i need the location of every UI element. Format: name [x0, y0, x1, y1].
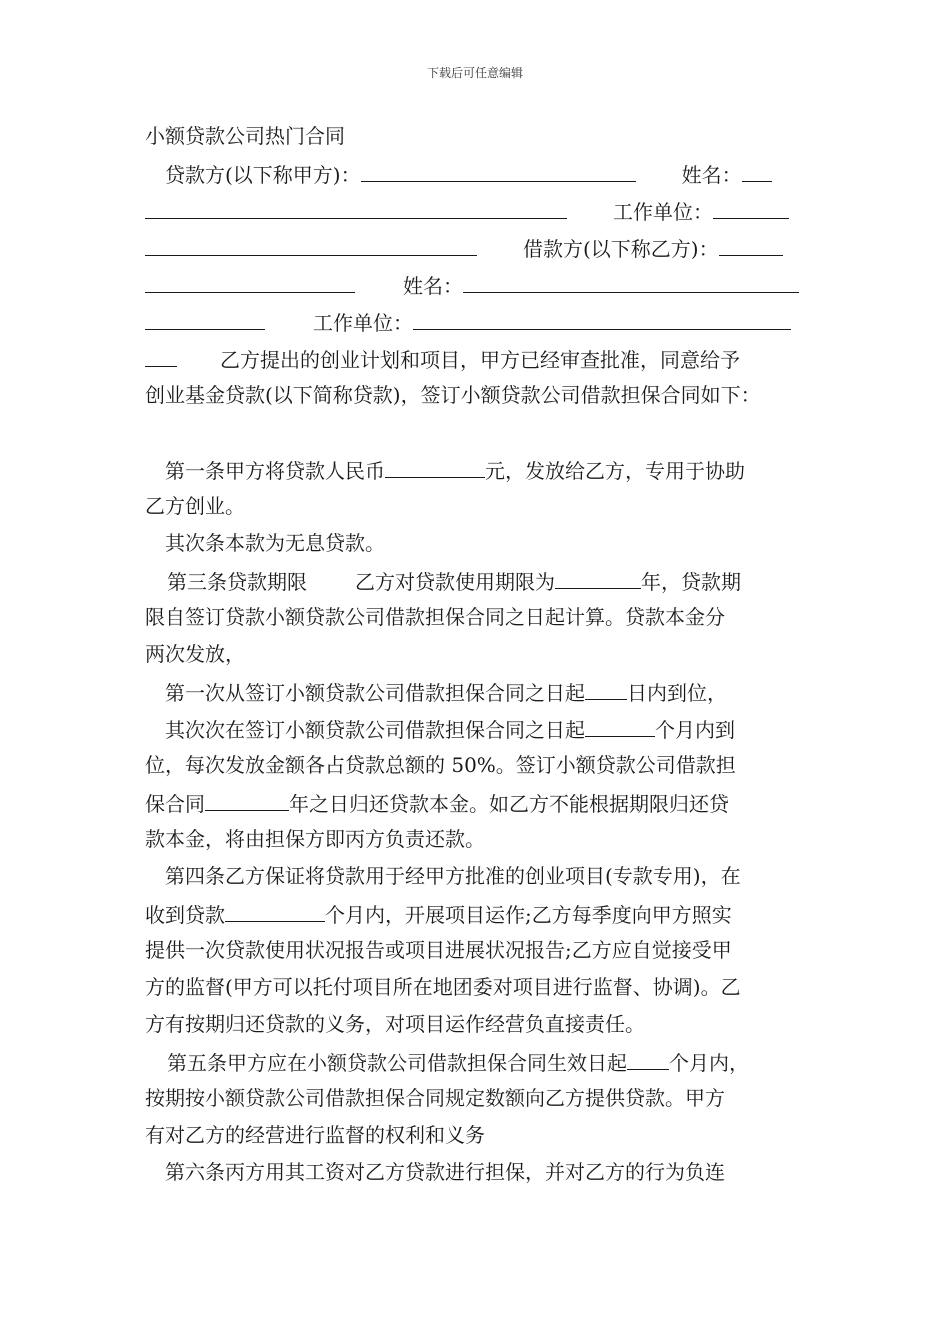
- article-4-text-f: 方有按期归还贷款的义务，对项目运作经营负直接责任。: [145, 1012, 645, 1036]
- article-1-text-c: 乙方创业。: [145, 494, 245, 518]
- provide-months-blank: [627, 1043, 669, 1070]
- article-3-line-1: [145, 562, 807, 599]
- party-b-name-line: [145, 266, 807, 303]
- article-4-line-2: [145, 895, 807, 932]
- first-text-b: 日内到位，: [627, 681, 727, 705]
- second-disbursement-line-2: [145, 747, 807, 784]
- second-disbursement-line-4: [145, 821, 807, 858]
- article-3-line-2: [145, 599, 807, 636]
- intro-line-1: [145, 340, 807, 377]
- article-3-text-c: 年，贷款期: [641, 570, 741, 594]
- party-a-blank: [361, 155, 636, 182]
- article-5-line-1: [145, 1043, 807, 1080]
- article-3-text-a: 第三条贷款期限: [167, 570, 307, 594]
- article-5-text-d: 有对乙方的经营进行监督的权利和义务: [145, 1123, 485, 1147]
- party-b-work-blank-cont: [145, 340, 177, 367]
- party-a-name-label: 姓名：: [681, 163, 742, 187]
- first-days-blank: [585, 673, 627, 700]
- article-4-line-5: [145, 1006, 807, 1043]
- party-b-name-blank-cont: [145, 303, 265, 330]
- first-text-a: 第一次从签订小额贷款公司借款担保合同之日起: [165, 681, 585, 705]
- party-b-work-line: [145, 303, 807, 340]
- header-note: 下载后可任意编辑: [426, 66, 523, 80]
- article-4-line-3: [145, 932, 807, 969]
- second-months-blank: [585, 710, 655, 737]
- party-a-work-line: [145, 192, 807, 229]
- party-a-label: 贷款方(以下称甲方)：: [165, 163, 361, 187]
- second-disbursement-line-1: [145, 710, 807, 747]
- party-a-work-blank-cont: [145, 229, 477, 256]
- intro-text-1: 乙方提出的创业计划和项目，甲方已经审查批准，同意给予: [220, 348, 740, 372]
- article-5-text-c: 按期按小额贷款公司借款担保合同规定数额向乙方提供贷款。甲方: [145, 1086, 725, 1110]
- intro-line-2: [145, 377, 807, 414]
- article-3-text-d: 限自签订贷款小额贷款公司借款担保合同之日起计算。贷款本金分: [145, 605, 725, 629]
- second-text-a: 其次次在签订小额贷款公司借款担保合同之日起: [165, 718, 585, 742]
- second-text-f: 款本金，将由担保方即丙方负责还款。: [145, 827, 485, 851]
- party-b-name-blank: [463, 266, 799, 293]
- article-4-text-d: 提供一次贷款使用状况报告或项目进展状况报告;乙方应自觉接受甲: [145, 938, 732, 962]
- party-b-work-label: 工作单位：: [313, 311, 413, 335]
- party-b-line: [145, 229, 807, 266]
- party-a-work-label: 工作单位：: [613, 200, 713, 224]
- blank-spacer: [145, 414, 807, 451]
- article-4-line-1: [145, 858, 807, 895]
- contract-body: [145, 118, 807, 1191]
- party-a-name-blank-cont: [145, 192, 567, 219]
- party-b-name-label: 姓名：: [403, 274, 463, 298]
- article-3-text-b: 乙方对贷款使用期限为: [355, 570, 555, 594]
- loan-period-blank: [555, 562, 641, 589]
- article-2-line: [145, 525, 807, 562]
- repay-year-blank: [205, 784, 289, 811]
- loan-amount-blank: [385, 451, 485, 478]
- party-b-blank-cont: [145, 266, 355, 293]
- first-disbursement-line: [145, 673, 807, 710]
- party-b-work-blank: [413, 303, 791, 330]
- party-a-name-blank: [742, 155, 772, 182]
- article-5-line-3: [145, 1117, 807, 1154]
- article-1-text-b: 元，发放给乙方，专用于协助: [485, 459, 745, 483]
- document-title: [145, 118, 807, 155]
- article-4-text-c: 个月内，开展项目运作;乙方每季度向甲方照实: [325, 903, 732, 927]
- party-b-blank: [719, 229, 783, 256]
- article-4-line-4: [145, 969, 807, 1006]
- article-5-text-b: 个月内，: [669, 1051, 749, 1075]
- article-3-text-e: 两次发放，: [145, 642, 245, 666]
- article-5-text-a: 第五条甲方应在小额贷款公司借款担保合同生效日起: [167, 1051, 627, 1075]
- title-text: 小额贷款公司热门合同: [145, 124, 345, 148]
- article-1-text-a: 第一条甲方将贷款人民币: [165, 459, 385, 483]
- party-a-line: [145, 155, 807, 192]
- project-months-blank: [225, 895, 325, 922]
- second-text-b: 个月内到: [655, 718, 735, 742]
- second-text-e: 年之日归还贷款本金。如乙方不能根据期限归还贷: [289, 792, 729, 816]
- article-1-line-1: [145, 451, 807, 488]
- article-1-line-2: [145, 488, 807, 525]
- article-2-text: 其次条本款为无息贷款。: [165, 531, 385, 555]
- article-4-text-b: 收到贷款: [145, 903, 225, 927]
- article-5-line-2: [145, 1080, 807, 1117]
- article-6-line-1: [145, 1154, 807, 1191]
- second-disbursement-line-3: [145, 784, 807, 821]
- article-4-text-a: 第四条乙方保证将贷款用于经甲方批准的创业项目(专款专用)，在: [165, 864, 741, 888]
- second-text-c: 位，每次发放金额各占贷款总额的 50%。签订小额贷款公司借款担: [145, 753, 736, 777]
- party-b-label: 借款方(以下称乙方)：: [523, 237, 719, 261]
- article-4-text-e: 方的监督(甲方可以托付项目所在地团委对项目进行监督、协调)。乙: [145, 975, 741, 999]
- intro-text-2: 创业基金贷款(以下简称贷款)，签订小额贷款公司借款担保合同如下：: [145, 383, 761, 407]
- article-3-line-3: [145, 636, 807, 673]
- party-a-work-blank: [713, 192, 789, 219]
- second-text-d: 保合同: [145, 792, 205, 816]
- article-6-text-a: 第六条丙方用其工资对乙方贷款进行担保，并对乙方的行为负连: [165, 1160, 725, 1184]
